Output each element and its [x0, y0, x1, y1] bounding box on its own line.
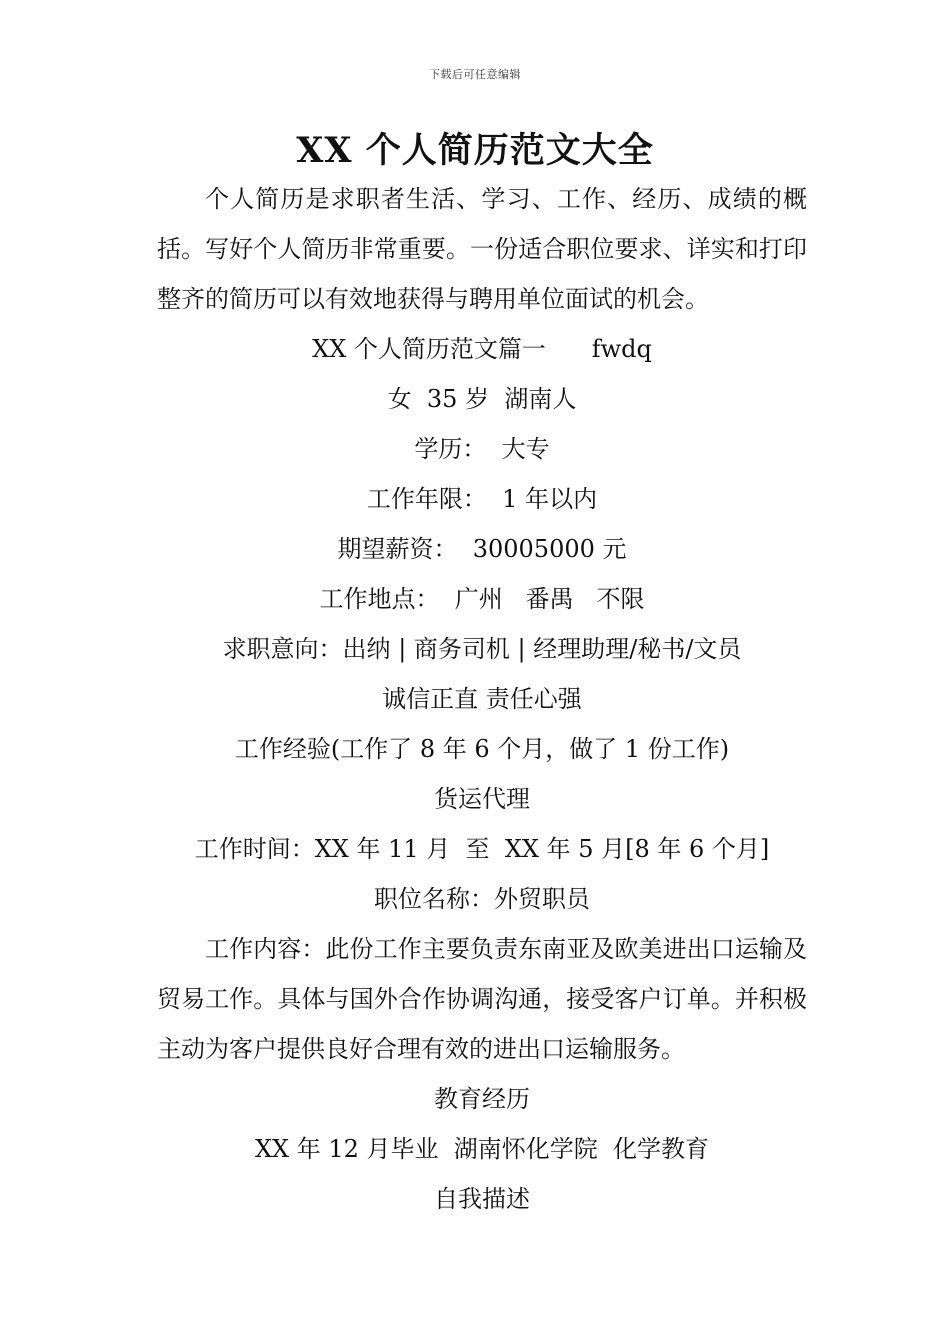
self-description-heading: 自我描述: [434, 1185, 530, 1213]
industry: 货运代理: [434, 785, 530, 813]
education-heading: 教育经历: [434, 1085, 530, 1113]
personal-traits: 诚信正直 责任心强: [382, 685, 582, 713]
page-header-note: 下载后可任意编辑: [429, 68, 521, 81]
document-body: [157, 174, 807, 1224]
job-content-paragraph: 工作内容：此份工作主要负责东南亚及欧美进出口运输及贸易工作。具体与国外合作协调沟通，接受客户订单。并积极主动为客户提供良好合理有效的进出口运输服务。: [157, 935, 807, 1063]
basic-info: 女 35 岁 湖南人: [387, 385, 577, 413]
job-intention: 求职意向：出纳 | 商务司机 | 经理助理/秘书/文员: [222, 635, 742, 663]
work-location: 工作地点： 广州 番禺 不限: [319, 585, 645, 613]
work-years: 工作年限： 1 年以内: [366, 485, 598, 513]
experience-heading: 工作经验(工作了 8 年 6 个月，做了 1 份工作): [234, 735, 730, 763]
position-title: 职位名称：外贸职员: [374, 885, 590, 913]
work-period: 工作时间：XX 年 11 月 至 XX 年 5 月[8 年 6 个月]: [194, 835, 770, 863]
education-entry: XX 年 12 月毕业 湖南怀化学院 化学教育: [254, 1135, 710, 1163]
resume-heading: XX 个人简历范文篇一 fwdq: [312, 335, 652, 363]
intro-paragraph: 个人简历是求职者生活、学习、工作、经历、成绩的概括。写好个人简历非常重要。一份适合职位要求、详实和打印整齐的简历可以有效地获得与聘用单位面试的机会。: [157, 185, 807, 313]
document-title: XX 个人简历范文大全: [296, 130, 654, 171]
expected-salary: 期望薪资： 30005000 元: [337, 535, 627, 563]
education-level: 学历： 大专: [414, 435, 550, 463]
